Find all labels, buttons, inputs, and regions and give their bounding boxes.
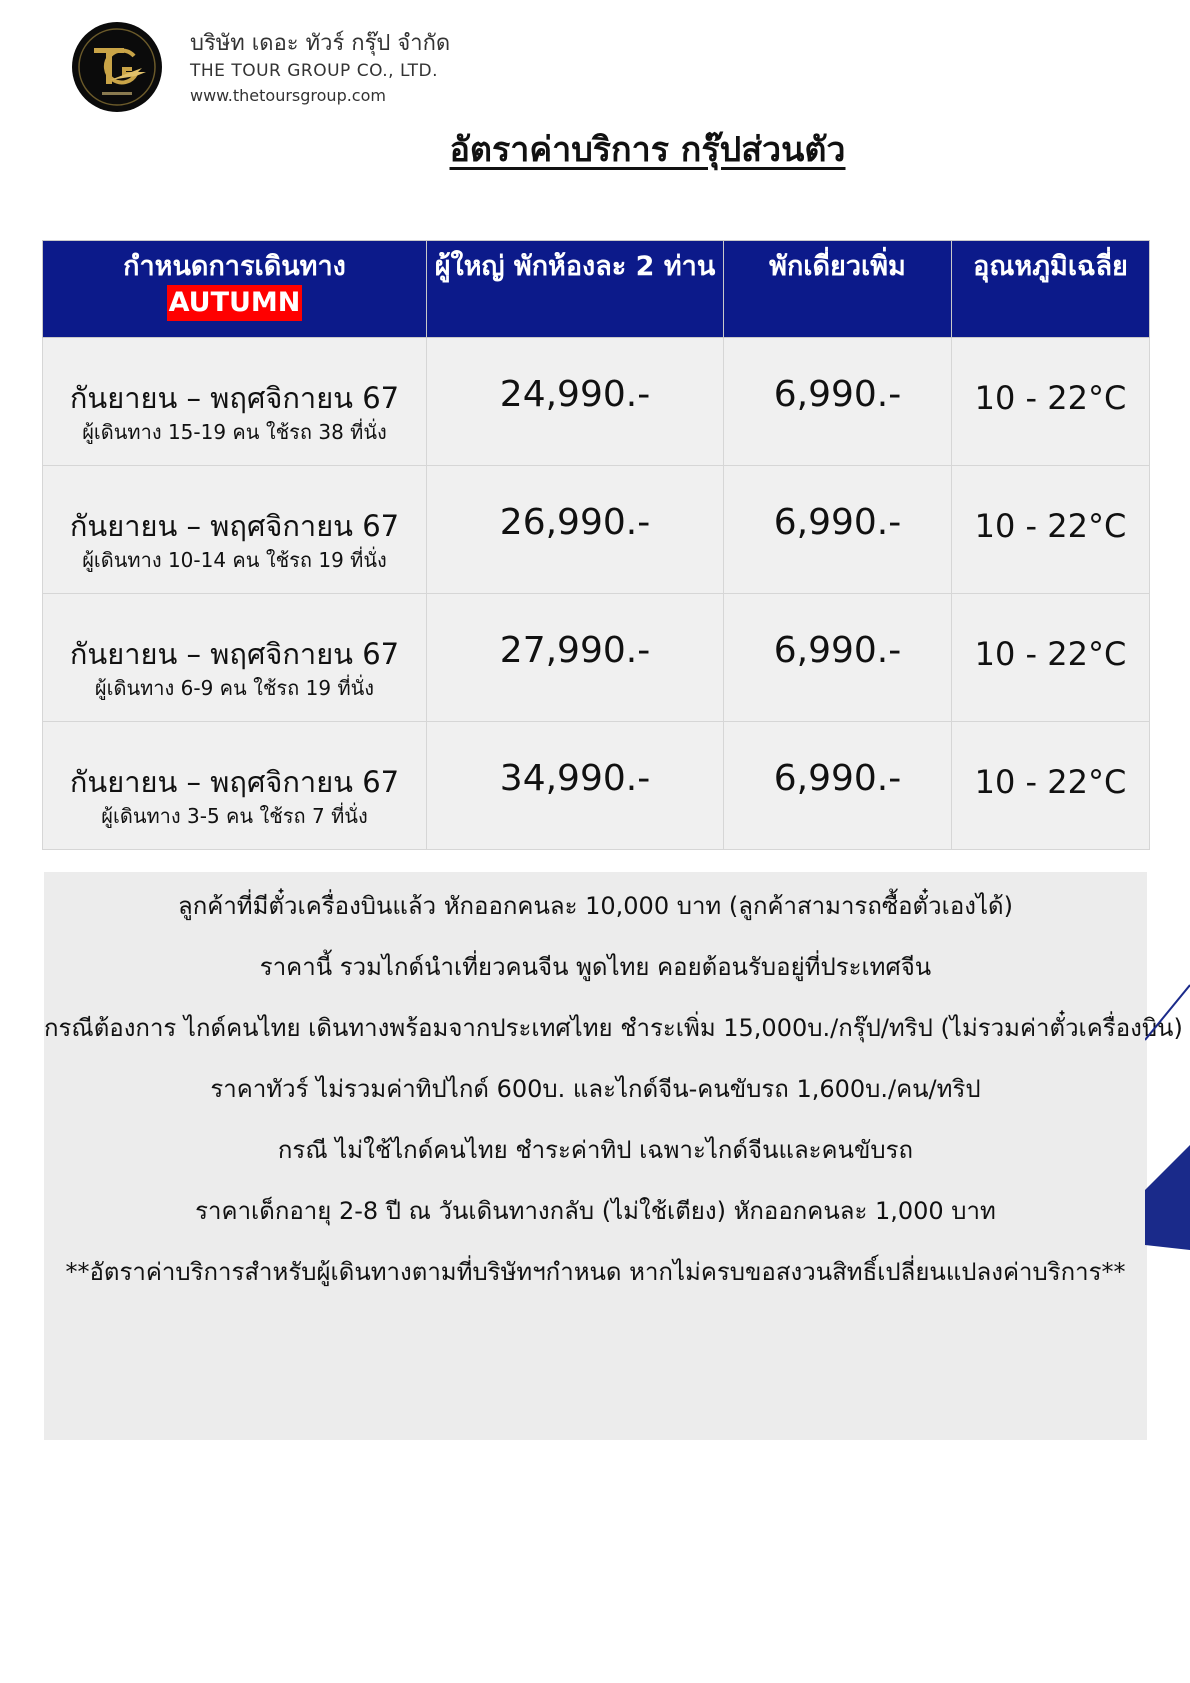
single-cell (724, 338, 952, 466)
table-row (43, 466, 1150, 594)
price-cell (427, 338, 724, 466)
note-child-price: ราคาเด็กอายุ 2-8 ปี ณ วันเดินทางกลับ (ไม่ใช้เตียง) หักออกคนละ 1,000 บาท (195, 1197, 996, 1225)
notes-panel (44, 872, 1183, 1440)
period-text: กันยายน – พฤศจิกายน 67 (69, 637, 400, 671)
single-price: 6,990.- (773, 758, 902, 799)
rate-table (42, 240, 1150, 850)
single-price: 6,990.- (773, 374, 902, 415)
price-cell (427, 594, 724, 722)
temp-cell (952, 338, 1150, 466)
company-logo (72, 22, 162, 112)
table-header-row (43, 241, 1150, 338)
table-row (43, 338, 1150, 466)
header-avg-temp (952, 241, 1150, 338)
header-period-label: กำหนดการเดินทาง (123, 251, 346, 282)
group-detail: ผู้เดินทาง 3-5 คน ใช้รถ 7 ที่นั่ง (101, 804, 368, 828)
notes-list (44, 872, 1183, 1303)
note-terms: **อัตราค่าบริการสำหรับผู้เดินทางตามที่บริษัทฯกำหนด หากไม่ครบขอสงวนสิทธิ์เปลี่ยนแปลงค่าบริการ** (65, 1258, 1126, 1286)
price-cell (427, 722, 724, 850)
group-detail: ผู้เดินทาง 15-19 คน ใช้รถ 38 ที่นั่ง (82, 420, 387, 444)
period-text: กันยายน – พฤศจิกายน 67 (69, 381, 400, 415)
temperature: 10 - 22°C (974, 379, 1127, 417)
adult-price: 34,990.- (499, 758, 651, 799)
period-text: กันยายน – พฤศจิกายน 67 (69, 509, 400, 543)
price-cell (427, 466, 724, 594)
temperature: 10 - 22°C (974, 507, 1127, 545)
temperature: 10 - 22°C (974, 635, 1127, 673)
season-badge: AUTUMN (167, 285, 303, 321)
single-price: 6,990.- (773, 630, 902, 671)
page-title: อัตราค่าบริการ กรุ๊ปส่วนตัว (449, 130, 846, 170)
note-tips-no-thai-guide: กรณี ไม่ใช้ไกด์คนไทย ชำระค่าทิป เฉพาะไกด์จีนและคนขับรถ (277, 1136, 914, 1164)
single-cell (724, 594, 952, 722)
header-temp-label: อุณหภูมิเฉลี่ย (973, 251, 1128, 282)
period-text: กันยายน – พฤศจิกายน 67 (69, 765, 400, 799)
period-cell (43, 466, 427, 594)
adult-price: 27,990.- (499, 630, 651, 671)
note-ticket-deduction: ลูกค้าที่มีตั๋วเครื่องบินแล้ว หักออกคนละ 10,000 บาท (ลูกค้าสามารถซื้อตั๋วเองได้) (178, 892, 1013, 920)
group-detail: ผู้เดินทาง 6-9 คน ใช้รถ 19 ที่นั่ง (94, 676, 375, 700)
note-chinese-guide: ราคานี้ รวมไกด์นำเที่ยวคนจีน พูดไทย คอยต้อนรับอยู่ที่ประเทศจีน (259, 953, 932, 981)
period-cell (43, 338, 427, 466)
temp-cell (952, 466, 1150, 594)
adult-price: 24,990.- (499, 374, 651, 415)
table-row (43, 594, 1150, 722)
header-single-supplement (724, 241, 952, 338)
temp-cell (952, 594, 1150, 722)
period-cell (43, 594, 427, 722)
table-row (43, 722, 1150, 850)
tg-logo-icon (72, 22, 162, 112)
temp-cell (952, 722, 1150, 850)
adult-price: 26,990.- (499, 502, 651, 543)
header-adult-twin (427, 241, 724, 338)
header-period (43, 241, 427, 338)
group-detail: ผู้เดินทาง 10-14 คน ใช้รถ 19 ที่นั่ง (82, 548, 387, 572)
note-thai-guide: กรณีต้องการ ไกด์คนไทย เดินทางพร้อมจากประเทศไทย ชำระเพิ่ม 15,000บ./กรุ๊ป/ทริป (ไม่รวมค่าตั๋วเครื่องบิน) (44, 1014, 1183, 1042)
header-adult-twin-label: ผู้ใหญ่ พักห้องละ 2 ท่าน (434, 251, 716, 282)
single-cell (724, 466, 952, 594)
company-info (190, 30, 450, 108)
note-tips: ราคาทัวร์ ไม่รวมค่าทิปไกด์ 600บ. และไกด์จีน-คนขับรถ 1,600บ./คน/ทริป (210, 1075, 981, 1103)
decorative-shape-icon (1145, 980, 1190, 1260)
temperature: 10 - 22°C (974, 763, 1127, 801)
header-single-label: พักเดี่ยวเพิ่ม (769, 251, 906, 282)
company-name-en: THE TOUR GROUP CO., LTD. (190, 61, 438, 81)
single-cell (724, 722, 952, 850)
company-name-th: บริษัท เดอะ ทัวร์ กรุ๊ป จำกัด (190, 31, 451, 56)
single-price: 6,990.- (773, 502, 902, 543)
company-website[interactable]: www.thetoursgroup.com (190, 86, 386, 105)
period-cell (43, 722, 427, 850)
